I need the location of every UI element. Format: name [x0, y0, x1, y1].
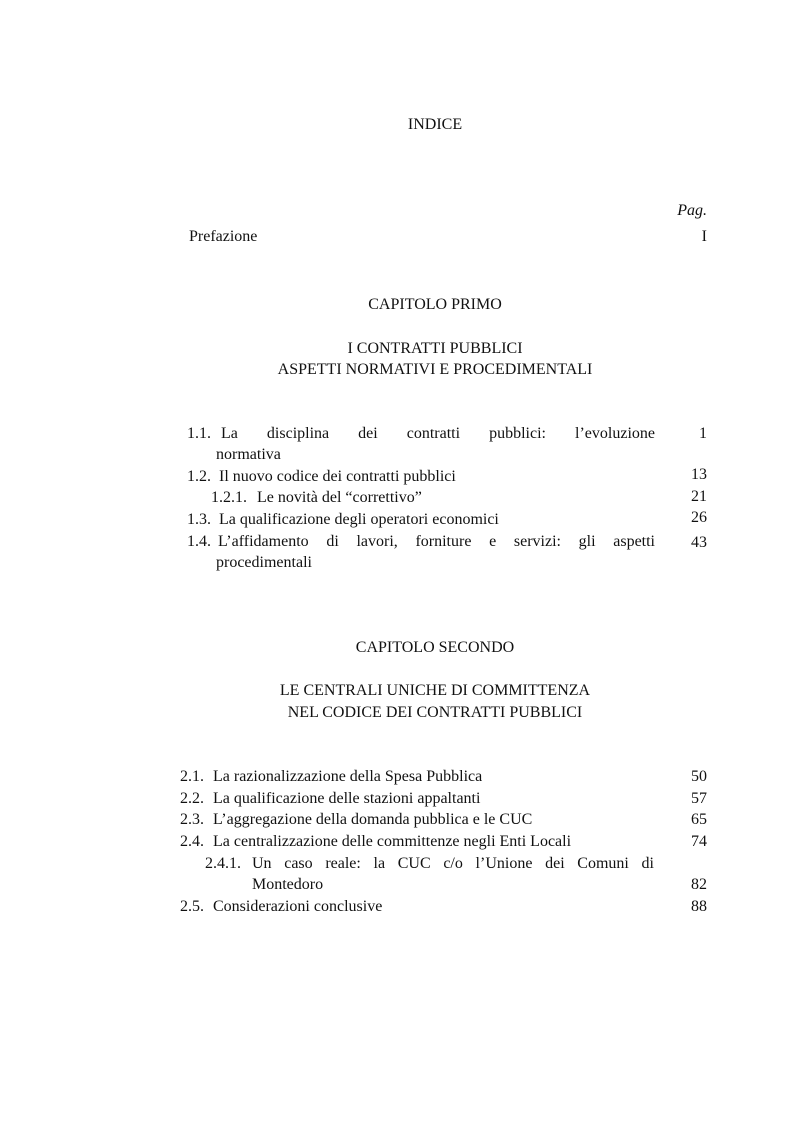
toc-entry-number: 2.2. — [180, 790, 204, 807]
toc-entry-2-5-page[interactable]: 88 — [691, 898, 707, 915]
toc-entry-2-2-page[interactable]: 57 — [691, 790, 707, 807]
toc-entry-number: 2.4. — [180, 833, 204, 850]
chapter2-subtitle-line1: LE CENTRALI UNICHE DI COMMITTENZA — [279, 682, 591, 699]
toc-entry-2-4-1-line2[interactable]: Montedoro — [252, 876, 324, 893]
chapter2-subtitle-line2: NEL CODICE DEI CONTRATTI PUBBLICI — [287, 704, 583, 721]
toc-entry-number: 1.1. — [187, 425, 211, 442]
toc-entry-2-1-page[interactable]: 50 — [691, 768, 707, 785]
index-title: INDICE — [407, 116, 463, 133]
toc-entry-1-2-label[interactable]: Il nuovo codice dei contratti pubblici — [219, 468, 456, 485]
toc-entry-number: 1.4. — [187, 533, 211, 550]
toc-entry-1-1-line2[interactable]: normativa — [216, 446, 281, 463]
toc-entry-1-2-page[interactable]: 13 — [691, 466, 707, 483]
toc-entry-2-4-1-line1[interactable]: Un caso reale: la CUC c/o l’Unione dei Comuni di — [252, 855, 654, 872]
toc-entry-1-2-1-page[interactable]: 21 — [691, 488, 707, 505]
toc-entry-1-3-page[interactable]: 26 — [691, 509, 707, 526]
toc-entry-preface-label[interactable]: Prefazione — [189, 228, 258, 245]
toc-entry-1-4-line1[interactable]: L’affidamento di lavori, forniture e servizi: gli aspetti — [218, 533, 655, 550]
toc-entry-2-5-label[interactable]: Considerazioni conclusive — [213, 898, 383, 915]
toc-entry-number: 1.2.1. — [211, 489, 247, 506]
toc-entry-1-3-label[interactable]: La qualificazione degli operatori economici — [219, 511, 499, 528]
toc-entry-number: 2.5. — [180, 898, 204, 915]
toc-entry-preface-page[interactable]: I — [701, 228, 707, 245]
toc-entry-2-2-label[interactable]: La qualificazione delle stazioni appaltanti — [213, 790, 481, 807]
toc-entry-number: 1.3. — [187, 511, 211, 528]
chapter1-subtitle-line1: I CONTRATTI PUBBLICI — [347, 340, 523, 357]
chapter2-heading: CAPITOLO SECONDO — [355, 639, 515, 656]
chapter1-subtitle-line2: ASPETTI NORMATIVI E PROCEDIMENTALI — [277, 361, 593, 378]
toc-entry-2-3-page[interactable]: 65 — [691, 811, 707, 828]
page-column-header: Pag. — [677, 202, 707, 219]
toc-entry-2-1-label[interactable]: La razionalizzazione della Spesa Pubblica — [213, 768, 483, 785]
toc-entry-2-4-label[interactable]: La centralizzazione delle committenze negli Enti Locali — [213, 833, 572, 850]
toc-entry-1-4-page[interactable]: 43 — [691, 534, 707, 551]
toc-entry-number: 2.4.1. — [205, 855, 241, 872]
toc-entry-number: 2.3. — [180, 811, 204, 828]
toc-entry-1-2-1-label[interactable]: Le novità del “correttivo” — [257, 489, 422, 506]
toc-entry-2-4-page[interactable]: 74 — [691, 833, 707, 850]
toc-entry-number: 1.2. — [187, 468, 211, 485]
toc-entry-1-1-line1[interactable]: La disciplina dei contratti pubblici: l’evoluzione — [221, 425, 655, 442]
toc-entry-2-3-label[interactable]: L’aggregazione della domanda pubblica e le CUC — [213, 811, 533, 828]
chapter1-heading: CAPITOLO PRIMO — [368, 296, 502, 313]
toc-entry-1-4-line2[interactable]: procedimentali — [216, 554, 312, 571]
toc-entry-2-4-1-page[interactable]: 82 — [691, 876, 707, 893]
toc-entry-1-1-page[interactable]: 1 — [699, 425, 707, 442]
toc-entry-number: 2.1. — [180, 768, 204, 785]
